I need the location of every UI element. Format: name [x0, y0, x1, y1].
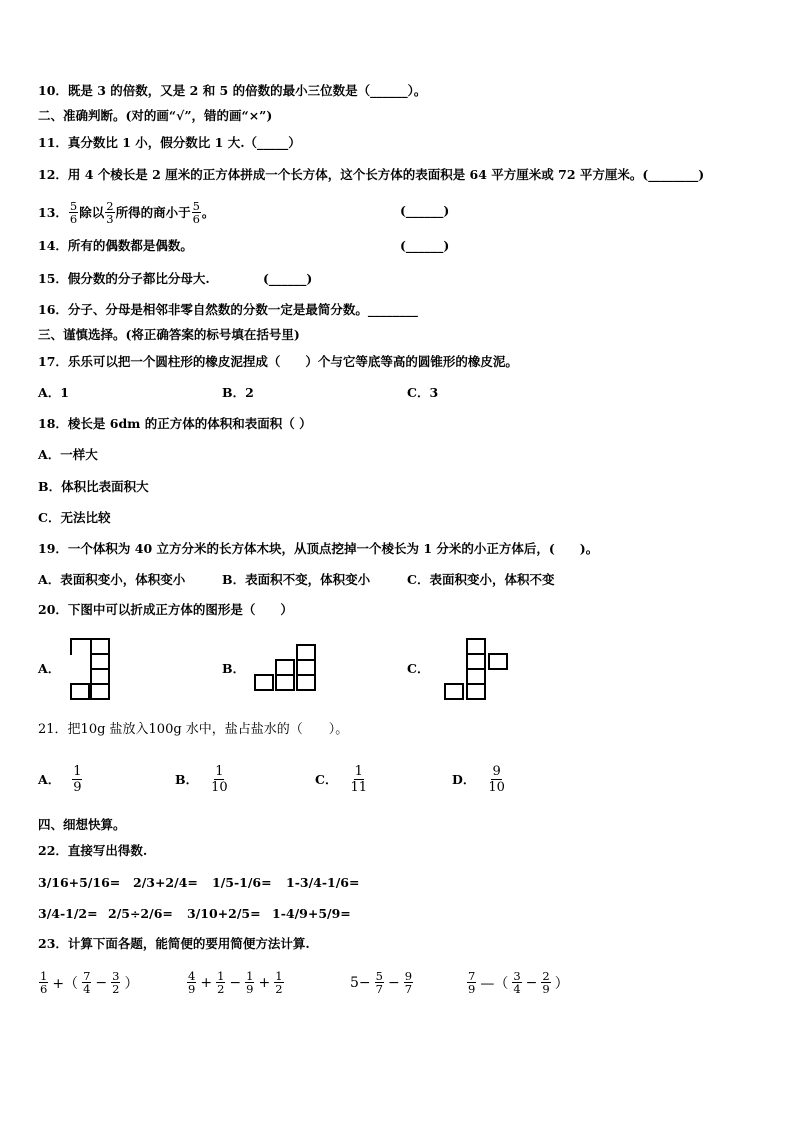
question-12: 12．用 4 个棱长是 2 厘米的正方体拼成一个长方体，这个长方体的表面积是 64 平方厘米或 72 平方厘米。(________) — [38, 167, 705, 182]
q23-e4-frac1: $\frac{7}{9}$ — [468, 969, 476, 996]
section-3-title: 三、谨慎选择。(将正确答案的标号填在括号里) — [38, 327, 300, 342]
q23-e4-frac3: $\frac{2}{9}$ — [542, 969, 550, 996]
q23-e2-frac4: $\frac{1}{2}$ — [275, 969, 283, 996]
q23-e1-frac1: $\frac{1}{6}$ — [40, 969, 48, 996]
q21-option-b[interactable] — [175, 764, 230, 795]
question-13-number: 13． — [38, 204, 68, 220]
q23-e2-frac2: $\frac{1}{2}$ — [217, 969, 225, 996]
q23-e2-frac3: $\frac{1}{9}$ — [246, 969, 254, 996]
question-20: 20．下图中可以折成正方体的图形是（ ） — [38, 602, 293, 617]
q23-expression-3: 5− $\frac{5}{7}$ − $\frac{9}{7}$ — [350, 969, 413, 996]
question-11: 11．真分数比 1 小，假分数比 1 大.（_____） — [38, 135, 301, 150]
question-21: 21．把10g 盐放入100g 水中，盐占盐水的（ ）。 — [38, 722, 349, 737]
q23-e2-frac1: $\frac{4}{9}$ — [188, 969, 196, 996]
q19-option-b[interactable]: B．表面积不变，体积变小 — [222, 572, 371, 587]
fraction-5-6: $\frac{5}{6}$ — [69, 199, 78, 226]
q21-fraction-b: $\frac{1}{10}$ — [211, 764, 228, 795]
fraction-2-3: $\frac{2}{3}$ — [106, 199, 114, 226]
q22-r1-c3: 1/5-1/6= — [212, 875, 272, 890]
q23-expression-2: $\frac{4}{9}$ + $\frac{1}{2}$ − $\frac{1}{9}$ + $\frac{1}{2}$ — [188, 969, 283, 996]
q18-option-a[interactable]: A．一样大 — [38, 447, 98, 462]
question-15-blank[interactable]: (______) — [263, 271, 313, 286]
q23-e4-frac2: $\frac{3}{4}$ — [513, 969, 521, 996]
question-18: 18．棱长是 6dm 的正方体的体积和表面积（ ） — [38, 416, 312, 431]
q21-option-a[interactable] — [38, 764, 83, 795]
q19-option-a[interactable]: A．表面积变小，体积变小 — [38, 572, 186, 587]
q23-expression-1: $\frac{1}{6}$ +（ $\frac{7}{4}$ − $\frac{3}{2}$ ） — [40, 969, 139, 996]
section-4-title: 四、细想快算。 — [38, 817, 126, 832]
q19-option-c[interactable]: C．表面积变小，体积不变 — [407, 572, 555, 587]
q21-option-b-label: B． — [175, 771, 199, 787]
q23-e1-frac3: $\frac{3}{2}$ — [112, 969, 120, 996]
q22-r2-c1: 3/4-1/2= — [38, 906, 98, 921]
question-13-end: 。 — [201, 204, 215, 220]
q21-option-d[interactable] — [452, 764, 507, 795]
question-19: 19．一个体积为 40 立方分米的长方体木块，从顶点挖掉一个棱长为 1 分米的小正方体后，( )。 — [38, 541, 599, 556]
cube-net-c — [444, 638, 510, 704]
q22-r1-c1: 3/16+5/16= — [38, 875, 121, 890]
question-16: 16．分子、分母是相邻非零自然数的分数一定是最简分数。________ — [38, 302, 418, 317]
q22-r2-c4: 1-4/9+5/9= — [272, 906, 351, 921]
question-13-text-b: 所得的商小于 — [115, 204, 191, 220]
q20-option-b[interactable]: B． — [222, 661, 246, 676]
q22-r2-c3: 3/10+2/5= — [187, 906, 261, 921]
q21-fraction-d: $\frac{9}{10}$ — [488, 764, 505, 795]
q18-option-c[interactable]: C．无法比较 — [38, 510, 111, 525]
q21-fraction-a: $\frac{1}{9}$ — [73, 764, 82, 795]
q17-option-a[interactable]: A．1 — [38, 385, 69, 400]
cube-net-b — [254, 644, 320, 692]
cube-net-a — [70, 638, 120, 702]
q21-option-d-label: D． — [452, 771, 476, 787]
q21-option-c-label: C． — [315, 771, 338, 787]
q22-r1-c4: 1-3/4-1/6= — [286, 875, 360, 890]
question-15: 15．假分数的分子都比分母大. — [38, 271, 210, 286]
q18-option-b[interactable]: B．体积比表面积大 — [38, 479, 149, 494]
question-23: 23．计算下面各题，能简便的要用简便方法计算. — [38, 936, 310, 951]
q23-expression-4: $\frac{7}{9}$ —（ $\frac{3}{4}$ − $\frac{2}{9}$ ） — [468, 969, 569, 996]
question-13-blank[interactable]: (______) — [400, 203, 450, 218]
q17-option-c[interactable]: C．3 — [407, 385, 439, 400]
q23-e3-frac2: $\frac{9}{7}$ — [404, 969, 413, 996]
question-14-blank[interactable]: (______) — [400, 238, 450, 253]
question-13-text-a: 除以 — [79, 204, 105, 220]
question-17: 17．乐乐可以把一个圆柱形的橡皮泥捏成（ ）个与它等底等高的圆锥形的橡皮泥。 — [38, 354, 518, 369]
q22-r1-c2: 2/3+2/4= — [133, 875, 198, 890]
question-14: 14．所有的偶数都是偶数。 — [38, 238, 193, 253]
question-10: 10．既是 3 的倍数，又是 2 和 5 的倍数的最小三位数是（______）。 — [38, 83, 427, 98]
q20-option-a[interactable]: A． — [38, 661, 61, 676]
section-2-title: 二、准确判断。(对的画“√”，错的画“×”) — [38, 108, 273, 123]
q22-r2-c2: 2/5÷2/6= — [108, 906, 173, 921]
q17-option-b[interactable]: B．2 — [222, 385, 254, 400]
q23-e1-frac2: $\frac{7}{4}$ — [83, 969, 91, 996]
question-22: 22．直接写出得数. — [38, 843, 148, 858]
q23-e3-frac1: $\frac{5}{7}$ — [375, 969, 383, 996]
q21-option-a-label: A． — [38, 771, 61, 787]
q21-option-c[interactable] — [315, 764, 369, 795]
q20-option-c[interactable]: C． — [407, 661, 430, 676]
question-13 — [38, 200, 214, 225]
q21-fraction-c: $\frac{1}{11}$ — [350, 764, 367, 795]
fraction-5-6-b: $\frac{5}{6}$ — [192, 199, 200, 226]
